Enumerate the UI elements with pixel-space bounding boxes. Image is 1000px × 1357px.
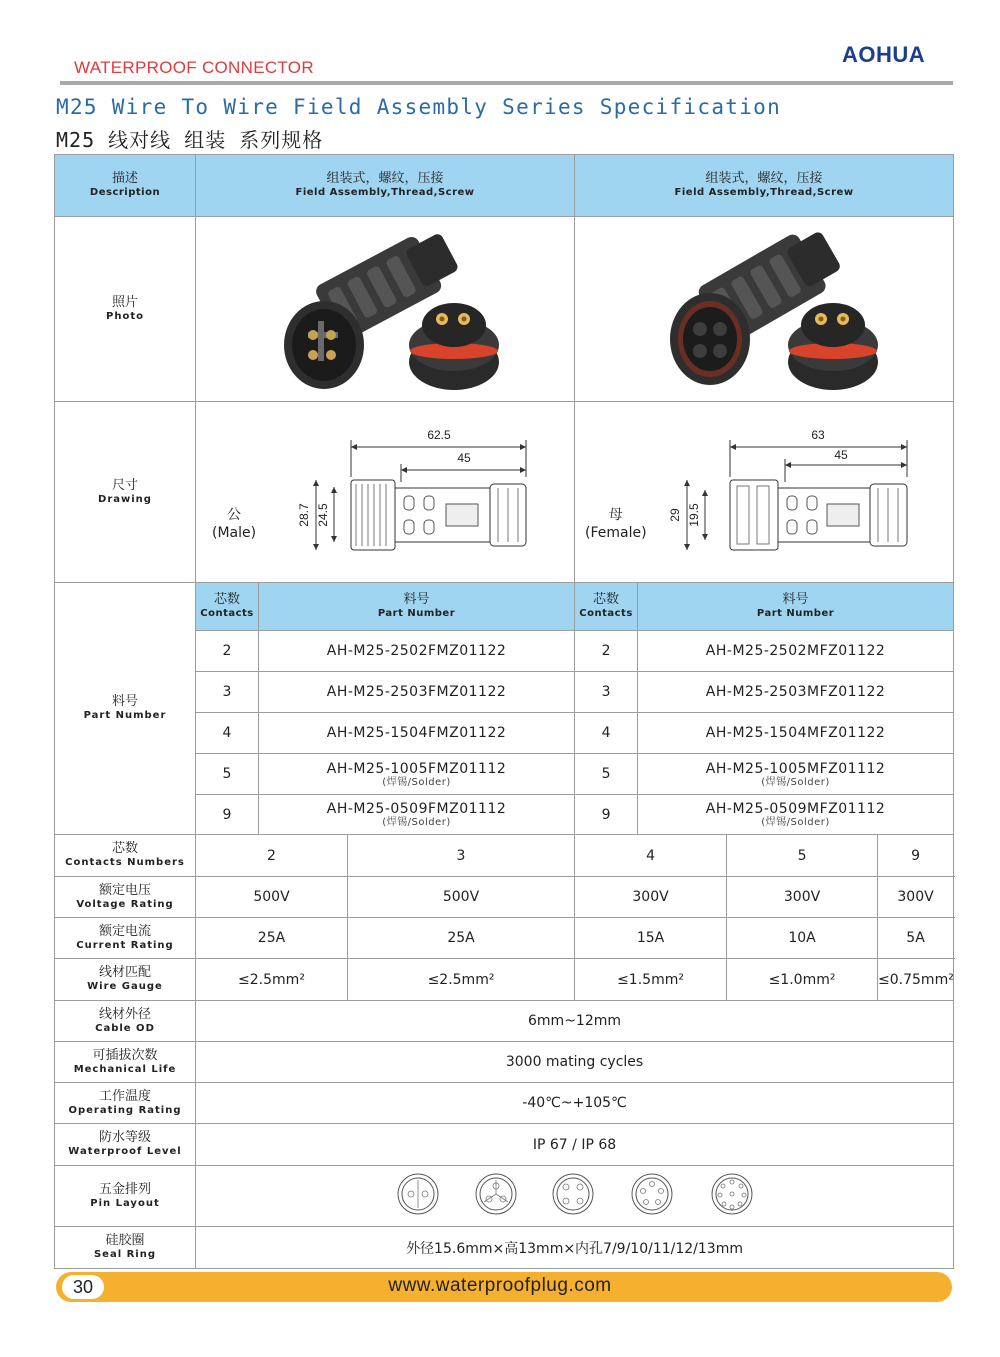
female-photo — [575, 217, 954, 402]
female-contacts-cell: 4 — [575, 713, 638, 754]
mechanical-life-label-en: Mechanical Life — [73, 1063, 177, 1075]
female-part-number-text: AH-M25-1504MFZ01122 — [705, 725, 886, 741]
header-divider — [60, 81, 953, 85]
female-contacts-cell: 2 — [575, 631, 638, 672]
website-url[interactable]: www.waterproofplug.com — [388, 1275, 612, 1296]
drawing-label-en: Drawing — [98, 493, 152, 505]
voltage-rating-label-cn: 额定电压 — [98, 882, 151, 898]
spec-cell: 500V — [348, 877, 575, 918]
female-part-number — [638, 795, 954, 835]
page-title-en: M25 Wire To Wire Field Assembly Series Specification — [56, 95, 782, 119]
spec-cell: 300V — [727, 877, 878, 918]
wire-gauge-label-en: Wire Gauge — [87, 981, 163, 992]
voltage-rating-label-en: Voltage Rating — [76, 898, 174, 910]
pin-layout-label — [55, 1166, 196, 1227]
male-connector-photo — [196, 217, 574, 397]
male-solder-note: (焊锡/Solder) — [382, 817, 451, 828]
spec-cell: ≤2.5mm² — [348, 959, 575, 1001]
spec-cell: 5A — [878, 918, 954, 959]
cable-od-value: 6mm~12mm — [196, 1001, 954, 1042]
part-number-label — [55, 583, 196, 835]
male-contacts-header-cn: 芯数 — [213, 592, 240, 607]
cable-od-label-cn: 线材外径 — [98, 1006, 151, 1022]
female-part-number — [638, 713, 954, 754]
male-pn-header-cn: 料号 — [403, 592, 430, 607]
male-contacts-cell: 4 — [196, 713, 259, 754]
photo-label-en: Photo — [106, 310, 144, 322]
description-label-cn: 描述 — [111, 171, 138, 186]
spec-cell: ≤1.5mm² — [575, 959, 727, 1001]
male-contacts-header-en: Contacts — [200, 608, 254, 619]
part-number-header-row — [55, 583, 954, 631]
female-column-en: Field Assembly,Thread,Screw — [674, 187, 854, 198]
voltage-rating-label — [55, 877, 196, 918]
seal-ring-label — [55, 1227, 196, 1269]
operating-rating-value: -40℃~+105℃ — [196, 1083, 954, 1124]
contacts-numbers-label — [55, 835, 196, 877]
voltage-rating-row — [55, 877, 954, 918]
female-part-number-text: AH-M25-0509MFZ01112 — [705, 801, 886, 817]
cable-od-label-en: Cable OD — [95, 1022, 155, 1034]
female-part-number-text: AH-M25-1005MFZ01112 — [705, 760, 886, 777]
male-drawing — [196, 402, 575, 583]
male-part-number — [259, 631, 575, 672]
female-dim-h1: 29 — [668, 508, 683, 522]
brand-logo — [842, 42, 942, 68]
waterproof-level-row — [55, 1124, 954, 1166]
pin-layout-row — [55, 1166, 954, 1227]
female-pn-header-en: Part Number — [756, 608, 835, 619]
current-rating-label-cn: 额定电流 — [98, 923, 151, 939]
female-solder-note: (焊锡/Solder) — [761, 776, 830, 788]
cable-od-row — [55, 1001, 954, 1042]
male-part-number-text: AH-M25-1504FMZ01122 — [326, 725, 507, 741]
pin-layout-label-en: Pin Layout — [90, 1197, 160, 1209]
female-contacts-header-cn: 芯数 — [593, 592, 620, 607]
male-column-en: Field Assembly,Thread,Screw — [295, 187, 475, 198]
spec-cell: ≤0.75mm² — [878, 959, 954, 1001]
waterproof-level-label-en: Waterproof Level — [68, 1146, 182, 1157]
current-rating-label-en: Current Rating — [76, 939, 174, 951]
spec-table — [54, 154, 954, 1269]
female-column-cn: 组装式，螺纹，压接 — [705, 171, 823, 186]
female-contacts-cell: 5 — [575, 754, 638, 795]
male-contacts-cell: 9 — [196, 795, 259, 835]
female-part-number — [638, 672, 954, 713]
male-part-number — [259, 713, 575, 754]
operating-rating-row — [55, 1083, 954, 1124]
pin-layout-diagrams — [196, 1166, 954, 1227]
mechanical-life-label-cn: 可插拔次数 — [92, 1047, 158, 1063]
spec-cell: 10A — [727, 918, 878, 959]
seal-ring-label-en: Seal Ring — [93, 1249, 157, 1260]
female-solder-note: (焊锡/Solder) — [761, 817, 830, 828]
female-gender-cn: 母 — [608, 507, 623, 523]
waterproof-level-label-cn: 防水等级 — [98, 1130, 151, 1145]
male-part-number — [259, 754, 575, 795]
male-part-number — [259, 795, 575, 835]
pin-layout-svg — [197, 1166, 953, 1222]
male-column-cn: 组装式，螺纹，压接 — [326, 171, 444, 186]
spec-cell: ≤1.0mm² — [727, 959, 878, 1001]
female-contacts-header — [575, 583, 638, 631]
page-number: 30 — [62, 1275, 104, 1299]
female-dim-total: 63 — [811, 428, 825, 442]
spec-cell: 25A — [348, 918, 575, 959]
female-connector-photo — [575, 217, 953, 397]
female-part-number — [638, 631, 954, 672]
male-dim-body: 45 — [457, 451, 471, 465]
current-rating-row — [55, 918, 954, 959]
description-label-en: Description — [89, 187, 161, 198]
description-label — [55, 155, 196, 217]
male-pn-header-en: Part Number — [377, 608, 456, 619]
female-contacts-header-en: Contacts — [579, 608, 633, 619]
male-dim-h2: 24.5 — [316, 503, 330, 527]
mechanical-life-value: 3000 mating cycles — [196, 1042, 954, 1083]
part-number-label-en: Part Number — [83, 710, 167, 721]
male-gender-en: (Male) — [212, 525, 257, 541]
male-contacts-cell: 2 — [196, 631, 259, 672]
spec-cell: 4 — [575, 835, 727, 877]
page-title-cn: M25 线对线 组装 系列规格 — [56, 128, 324, 152]
female-part-number — [638, 754, 954, 795]
male-part-number-text: AH-M25-2503FMZ01122 — [326, 684, 507, 700]
cable-od-label — [55, 1001, 196, 1042]
logo-text: AOHUA — [842, 42, 926, 67]
spec-cell: 2 — [196, 835, 348, 877]
female-part-number-text: AH-M25-2503MFZ01122 — [705, 684, 886, 700]
contacts-numbers-label-cn: 芯数 — [111, 841, 138, 856]
seal-ring-row — [55, 1227, 954, 1269]
male-solder-note: (焊锡/Solder) — [382, 776, 451, 788]
photo-row — [55, 217, 954, 402]
male-dimension-drawing — [196, 402, 574, 582]
female-drawing — [575, 402, 954, 583]
current-rating-label — [55, 918, 196, 959]
male-column-header — [196, 155, 575, 217]
spec-cell: 3 — [348, 835, 575, 877]
mechanical-life-row — [55, 1042, 954, 1083]
spec-cell: 300V — [575, 877, 727, 918]
drawing-label — [55, 402, 196, 583]
wire-gauge-label — [55, 959, 196, 1001]
waterproof-level-value: IP 67 / IP 68 — [196, 1124, 954, 1166]
spec-cell: 5 — [727, 835, 878, 877]
male-part-number-text: AH-M25-2502FMZ01122 — [326, 643, 507, 659]
female-contacts-cell: 3 — [575, 672, 638, 713]
female-column-header — [575, 155, 954, 217]
spec-cell: 15A — [575, 918, 727, 959]
wire-gauge-label-cn: 线材匹配 — [98, 965, 151, 980]
male-dim-h1: 28.7 — [297, 503, 311, 527]
male-pn-header — [259, 583, 575, 631]
pin-layout-label-cn: 五金排列 — [98, 1181, 151, 1197]
photo-label — [55, 217, 196, 402]
drawing-row — [55, 402, 954, 583]
operating-rating-label — [55, 1083, 196, 1124]
male-dim-total: 62.5 — [427, 428, 451, 442]
description-row — [55, 155, 954, 217]
part-number-label-cn: 料号 — [111, 694, 138, 709]
page-category: WATERPROOF CONNECTOR — [74, 58, 314, 77]
photo-label-cn: 照片 — [111, 294, 138, 310]
female-pn-header — [638, 583, 954, 631]
spec-cell: 25A — [196, 918, 348, 959]
spec-cell: 500V — [196, 877, 348, 918]
seal-ring-value: 外径15.6mm×高13mm×内孔7/9/10/11/12/13mm — [196, 1227, 954, 1269]
spec-cell: 9 — [878, 835, 954, 877]
male-contacts-cell: 5 — [196, 754, 259, 795]
female-dim-body: 45 — [834, 448, 848, 462]
female-contacts-cell: 9 — [575, 795, 638, 835]
male-part-number — [259, 672, 575, 713]
female-gender-en: (Female) — [585, 525, 647, 541]
female-part-number-text: AH-M25-2502MFZ01122 — [705, 643, 886, 659]
male-part-number-text: AH-M25-1005FMZ01112 — [326, 760, 507, 777]
operating-rating-label-en: Operating Rating — [68, 1104, 182, 1116]
contacts-numbers-row — [55, 835, 954, 877]
spec-cell: 300V — [878, 877, 954, 918]
female-dim-h2: 19.5 — [687, 503, 702, 527]
contacts-numbers-label-en: Contacts Numbers — [65, 857, 185, 868]
male-gender-cn: 公 — [227, 507, 242, 523]
male-contacts-cell: 3 — [196, 672, 259, 713]
seal-ring-label-cn: 硅胶圈 — [105, 1233, 145, 1248]
female-dimension-drawing — [575, 402, 953, 582]
drawing-label-cn: 尺寸 — [111, 477, 138, 493]
male-part-number-text: AH-M25-0509FMZ01112 — [326, 801, 507, 817]
wire-gauge-row — [55, 959, 954, 1001]
spec-cell: ≤2.5mm² — [196, 959, 348, 1001]
female-pn-header-cn: 料号 — [782, 592, 809, 607]
male-contacts-header — [196, 583, 259, 631]
waterproof-level-label — [55, 1124, 196, 1166]
mechanical-life-label — [55, 1042, 196, 1083]
male-photo — [196, 217, 575, 402]
operating-rating-label-cn: 工作温度 — [98, 1088, 151, 1104]
